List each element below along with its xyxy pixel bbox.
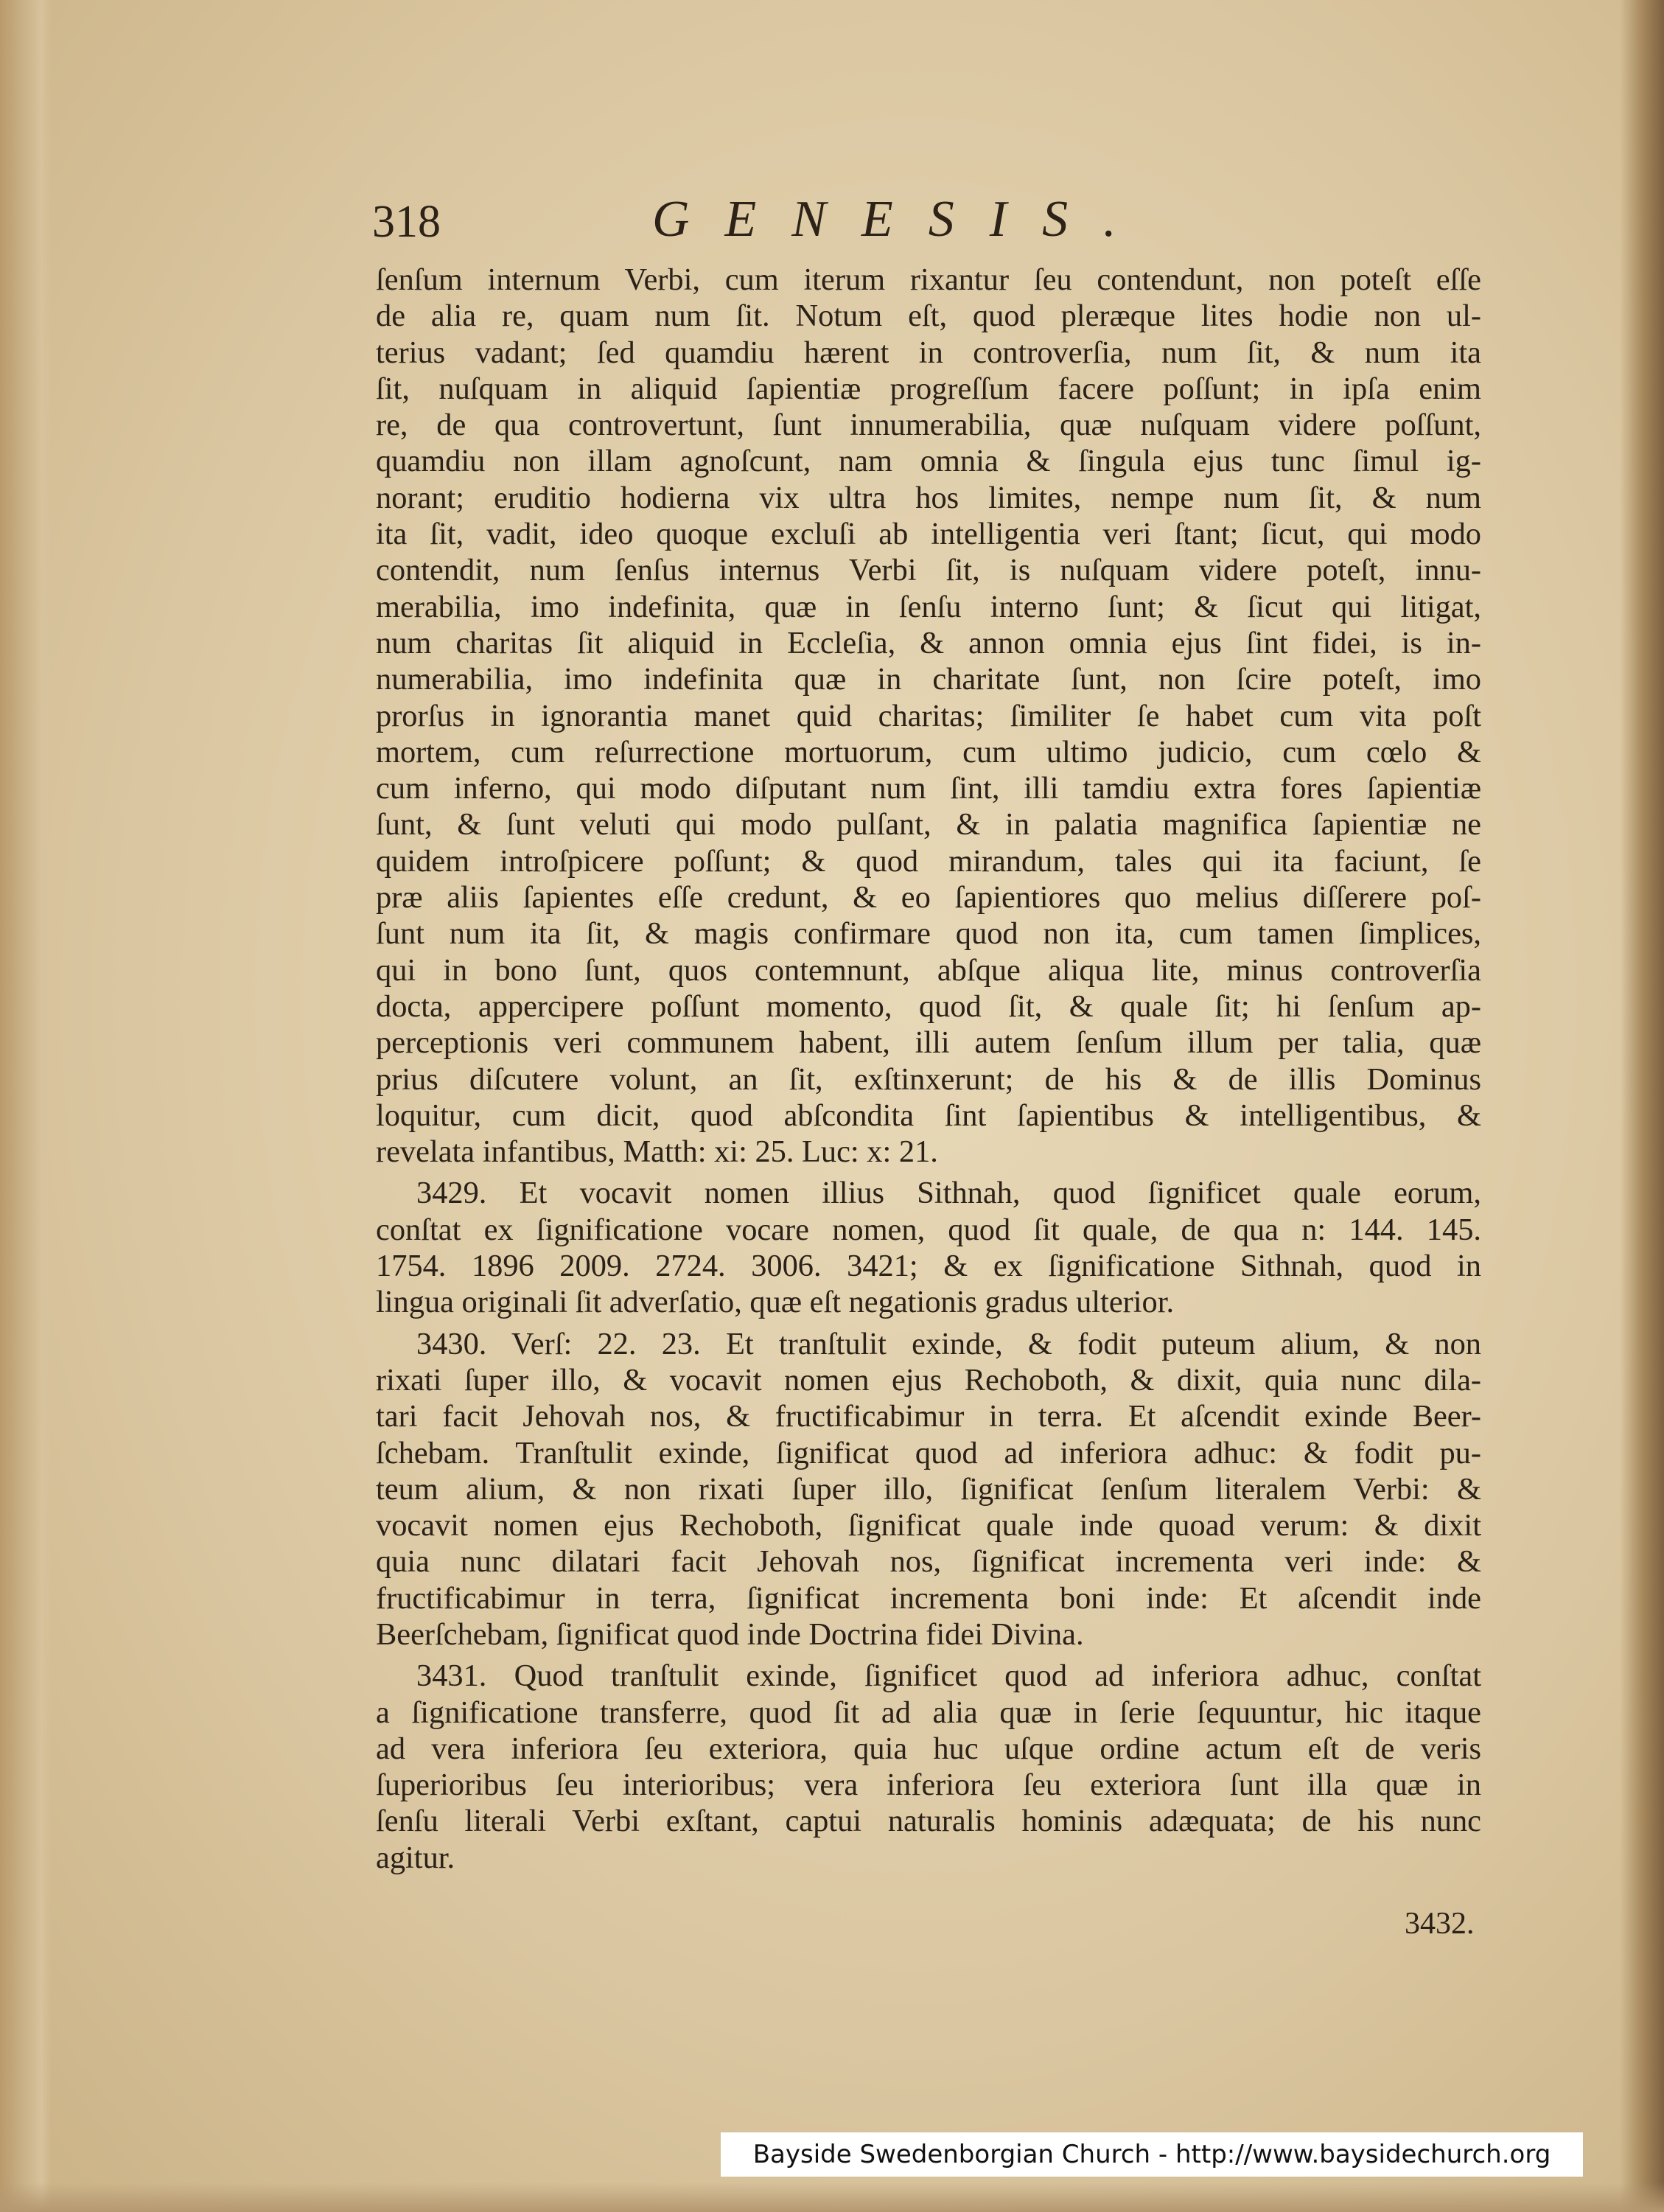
paragraph-gap: [376, 1170, 1481, 1175]
text-line: conſtat ex ſignificatione vocare nomen, quod ſit quale, de qua n: 144. 145.: [376, 1212, 1481, 1247]
text-line: fructificabimur in terra, ſignificat incrementa boni inde: Et aſcendit inde: [376, 1580, 1481, 1616]
text-line: ſuperioribus ſeu interioribus; vera inferiora ſeu exteriora ſunt illa quæ in: [376, 1768, 1481, 1803]
text-line: ad vera inferiora ſeu exteriora, quia huc uſque ordine actum eſt de veris: [376, 1731, 1481, 1766]
text-line: prorſus in ignorantia manet quid charitas; ſimiliter ſe habet cum vita poſt: [376, 698, 1481, 733]
text-line: ſenſu literali Verbi exſtant, captui naturalis hominis adæquata; de his nunc: [376, 1804, 1481, 1839]
text-line: perceptionis veri communem habent, illi autem ſenſum illum per talia, quæ: [376, 1025, 1481, 1061]
text-line: 3429. Et vocavit nomen illius Sithnah, quod ſignificet quale eorum,: [416, 1176, 1481, 1211]
text-line: de alia re, quam num ſit. Notum eſt, quod pleræque lites hodie non ul-: [376, 299, 1481, 334]
text-line: numerabilia, imo indefinita quæ in charitate ſunt, non ſcire poteſt, imo: [376, 662, 1481, 697]
text-line: ſchebam. Tranſtulit exinde, ſignificat quod ad inferiora adhuc: & fodit pu-: [376, 1435, 1481, 1470]
text-line: quia nunc dilatari facit Jehovah nos, ſignificat incrementa veri inde: &: [376, 1544, 1481, 1580]
text-line: 1754. 1896 2009. 2724. 3006. 3421; & ex ſignificatione Sithnah, quod in: [376, 1249, 1481, 1284]
text-line: loquitur, cum dicit, quod abſcondita ſint ſapientibus & intelligentibus, &: [376, 1098, 1481, 1133]
text-line: cum inferno, qui modo diſputant num ſint, illi tamdiu extra fores ſapientiæ: [376, 771, 1481, 806]
text-line: præ aliis ſapientes eſſe credunt, & eo ſapientiores quo melius diſſerere poſ-: [376, 880, 1481, 915]
page-edge-shadow: [1620, 0, 1664, 2212]
text-line: rixati ſuper illo, & vocavit nomen ejus Rechoboth, & dixit, quia nunc dila-: [376, 1362, 1481, 1398]
page-number: 318: [372, 197, 441, 247]
text-line: qui in bono ſunt, quos contemnunt, abſque aliqua lite, minus controverſia: [376, 952, 1481, 988]
text-line: num charitas ſit aliquid in Eccleſia, & annon omnia ejus ſint fidei, is in-: [376, 625, 1481, 660]
text-line: revelata infantibus, Matth: xi: 25. Luc: x: 21.: [376, 1134, 938, 1170]
text-line: agitur.: [376, 1840, 455, 1875]
text-line: ſunt, & ſunt veluti qui modo pulſant, & in palatia magnifica ſapientiæ ne: [376, 807, 1481, 842]
book-gutter-shadow: [0, 0, 52, 2212]
text-line: mortem, cum reſurrectione mortuorum, cum ultimo judicio, cum cœlo &: [376, 734, 1481, 770]
text-line: re, de qua controvertunt, ſunt innumerabilia, quæ nuſquam videre poſſunt,: [376, 408, 1481, 443]
paragraph-gap: [376, 1321, 1481, 1326]
text-line: ſenſum internum Verbi, cum iterum rixantur ſeu contendunt, non poteſt eſſe: [376, 262, 1481, 297]
text-line: contendit, num ſenſus internus Verbi ſit, is nuſquam videre poteſt, innu-: [376, 553, 1481, 588]
text-line: docta, appercipere poſſunt momento, quod ſit, & quale ſit; hi ſenſum ap-: [376, 988, 1481, 1024]
paragraph-gap: [376, 1653, 1481, 1658]
running-title: GENESIS.: [652, 191, 1152, 248]
text-line: quidem introſpicere poſſunt; & quod mirandum, tales qui ita faciunt, ſe: [376, 843, 1481, 879]
text-line: norant; eruditio hodierna vix ultra hos limites, nempe num ſit, & num: [376, 480, 1481, 515]
text-line: teum alium, & non rixati ſuper illo, ſignificat ſenſum literalem Verbi: &: [376, 1471, 1481, 1507]
text-line: 3430. Verſ: 22. 23. Et tranſtulit exinde, & fodit puteum alium, & non: [416, 1326, 1481, 1361]
text-line: quamdiu non illam agnoſcunt, nam omnia & ſingula ejus tunc ſimul ig-: [376, 444, 1481, 479]
text-line: vocavit nomen ejus Rechoboth, ſignificat quale inde quoad verum: & dixit: [376, 1508, 1481, 1543]
text-line: terius vadant; ſed quamdiu hærent in controverſia, num ſit, & num ita: [376, 335, 1481, 370]
text-line: prius diſcutere volunt, an ſit, exſtinxerunt; de his & de illis Dominus: [376, 1061, 1481, 1097]
watermark-banner: Bayside Swedenborgian Church - http://www.baysidechurch.org: [721, 2132, 1583, 2177]
body-text: [376, 262, 1481, 1876]
text-line: Beerſchebam, ſignificat quod inde Doctrina fidei Divina.: [376, 1616, 1084, 1652]
text-line: ſunt num ita ſit, & magis confirmare quod non ita, cum tamen ſimplices,: [376, 916, 1481, 952]
text-line: ita ſit, vadit, ideo quoque excluſi ab intelligentia veri ſtant; ſicut, qui modo: [376, 517, 1481, 552]
catchword: 3432.: [1405, 1907, 1475, 1941]
text-line: a ſignificatione transferre, quod ſit ad alia quæ in ſerie ſequuntur, hic itaque: [376, 1695, 1481, 1730]
text-line: ſit, nuſquam in aliquid ſapientiæ progreſſum facere poſſunt; in ipſa enim: [376, 371, 1481, 406]
page-header: [372, 186, 1529, 252]
bottom-edge-shadow: [0, 2183, 1664, 2212]
text-line: lingua originali ſit adverſatio, quæ eſt negationis gradus ulterior.: [376, 1285, 1175, 1320]
text-line: tari facit Jehovah nos, & fructificabimur in terra. Et aſcendit exinde Beer-: [376, 1399, 1481, 1434]
text-line: 3431. Quod tranſtulit exinde, ſignificet quod ad inferiora adhuc, conſtat: [416, 1658, 1481, 1694]
text-line: merabilia, imo indefinita, quæ in ſenſu interno ſunt; & ſicut qui litigat,: [376, 589, 1481, 624]
